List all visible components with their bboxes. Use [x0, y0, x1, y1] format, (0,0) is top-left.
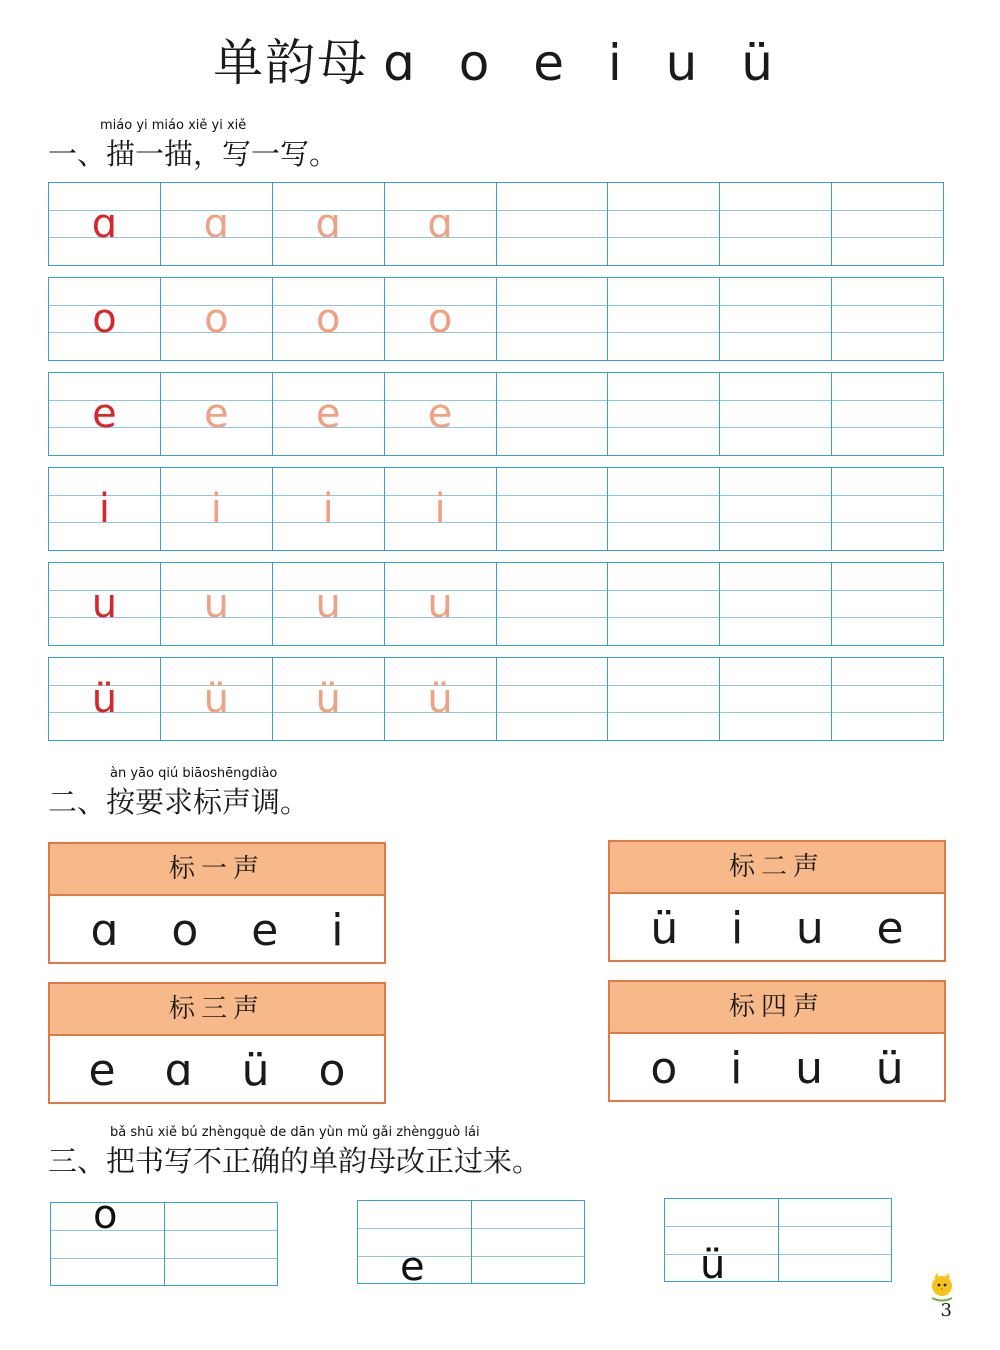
- section-3-heading: 三、把书写不正确的单韵母改正过来。: [48, 1144, 542, 1178]
- section-2-heading: 二、按要求标声调。: [48, 785, 310, 819]
- blank-cell[interactable]: [497, 183, 609, 265]
- tone-box-label: 标一声: [50, 844, 384, 896]
- blank-cell[interactable]: [832, 658, 943, 740]
- chick-icon: [928, 1272, 956, 1302]
- trace-letter[interactable]: i: [273, 468, 385, 550]
- blank-cell[interactable]: [497, 373, 609, 455]
- tone-box-second: [608, 840, 946, 962]
- trace-letter[interactable]: ü: [161, 658, 273, 740]
- trace-letter[interactable]: e: [273, 373, 385, 455]
- wrong-letter: ü: [700, 1242, 726, 1288]
- blank-cell[interactable]: [608, 563, 720, 645]
- blank-cell[interactable]: [720, 373, 832, 455]
- trace-letter[interactable]: ɑ: [385, 183, 497, 265]
- wrong-letter: o: [93, 1192, 118, 1238]
- blank-cell[interactable]: [608, 183, 720, 265]
- blank-cell[interactable]: [720, 183, 832, 265]
- blank-cell[interactable]: [608, 373, 720, 455]
- correction-grid: [664, 1198, 892, 1282]
- trace-letter[interactable]: o: [161, 278, 273, 360]
- page-number: 3: [940, 1300, 952, 1321]
- title-hanzi: 单韵母: [213, 34, 370, 92]
- tone-box-fourth: [608, 980, 946, 1102]
- blank-cell[interactable]: [832, 278, 943, 360]
- section-1-heading: 一、描一描，写一写。: [48, 137, 339, 171]
- trace-letter[interactable]: o: [385, 278, 497, 360]
- answer-cell[interactable]: [779, 1199, 892, 1281]
- tracing-row: [48, 372, 944, 456]
- model-letter: u: [49, 563, 161, 645]
- blank-cell[interactable]: [832, 183, 943, 265]
- blank-cell[interactable]: [497, 468, 609, 550]
- section-1-pinyin: miáo yi miáo xiě yi xiě: [100, 118, 247, 133]
- trace-letter[interactable]: ü: [385, 658, 497, 740]
- tracing-row: [48, 467, 944, 551]
- tone-letter[interactable]: e: [876, 902, 904, 954]
- tone-letter[interactable]: o: [650, 1042, 678, 1094]
- model-letter: ü: [49, 658, 161, 740]
- tone-letter[interactable]: ü: [875, 1042, 904, 1094]
- blank-cell[interactable]: [720, 658, 832, 740]
- tone-letter[interactable]: o: [318, 1044, 346, 1096]
- trace-letter[interactable]: e: [385, 373, 497, 455]
- trace-letter[interactable]: i: [161, 468, 273, 550]
- tone-letter[interactable]: u: [795, 902, 824, 954]
- blank-cell[interactable]: [720, 468, 832, 550]
- trace-letter[interactable]: u: [273, 563, 385, 645]
- trace-letter[interactable]: ɑ: [161, 183, 273, 265]
- model-letter: ɑ: [49, 183, 161, 265]
- correction-grid: [357, 1200, 585, 1284]
- model-letter: o: [49, 278, 161, 360]
- tone-box-label: 标四声: [610, 982, 944, 1034]
- blank-cell[interactable]: [832, 373, 943, 455]
- tone-letter[interactable]: u: [795, 1042, 823, 1094]
- trace-letter[interactable]: ɑ: [273, 183, 385, 265]
- tone-box-third: [48, 982, 386, 1104]
- blank-cell[interactable]: [720, 278, 832, 360]
- tone-letter[interactable]: i: [331, 904, 344, 956]
- tone-letter[interactable]: ɑ: [164, 1044, 193, 1096]
- tracing-row: [48, 277, 944, 361]
- trace-letter[interactable]: u: [161, 563, 273, 645]
- answer-cell[interactable]: [165, 1203, 278, 1285]
- blank-cell[interactable]: [720, 563, 832, 645]
- blank-cell[interactable]: [832, 468, 943, 550]
- tone-letter[interactable]: o: [171, 904, 199, 956]
- blank-cell[interactable]: [608, 658, 720, 740]
- tone-letter[interactable]: ɑ: [90, 904, 119, 956]
- tone-box-first: [48, 842, 386, 964]
- model-letter: i: [49, 468, 161, 550]
- blank-cell[interactable]: [497, 658, 609, 740]
- trace-letter[interactable]: ü: [273, 658, 385, 740]
- tone-letter[interactable]: ü: [650, 902, 679, 954]
- tone-letter[interactable]: i: [730, 902, 744, 954]
- title-pinyin: ɑ o e i u ü: [383, 34, 787, 92]
- trace-letter[interactable]: u: [385, 563, 497, 645]
- tone-letter[interactable]: e: [88, 1044, 116, 1096]
- answer-cell[interactable]: [472, 1201, 585, 1283]
- wrong-letter: e: [400, 1244, 425, 1290]
- blank-cell[interactable]: [832, 563, 943, 645]
- trace-letter[interactable]: o: [273, 278, 385, 360]
- section-2-pinyin: àn yāo qiú biāoshēngdiào: [110, 766, 278, 781]
- blank-cell[interactable]: [497, 563, 609, 645]
- trace-letter[interactable]: i: [385, 468, 497, 550]
- trace-letter[interactable]: e: [161, 373, 273, 455]
- correction-grid: [50, 1202, 278, 1286]
- section-3-pinyin: bǎ shū xiě bú zhèngquè de dān yùn mǔ gǎi zhèngguò lái: [110, 1125, 480, 1140]
- blank-cell[interactable]: [497, 278, 609, 360]
- tone-box-label: 标二声: [610, 842, 944, 894]
- tone-letter[interactable]: i: [730, 1042, 743, 1094]
- tracing-row: [48, 562, 944, 646]
- tone-letter[interactable]: e: [251, 904, 279, 956]
- tone-letter[interactable]: ü: [241, 1044, 270, 1096]
- model-letter: e: [49, 373, 161, 455]
- blank-cell[interactable]: [608, 278, 720, 360]
- tone-box-label: 标三声: [50, 984, 384, 1036]
- blank-cell[interactable]: [608, 468, 720, 550]
- tracing-row: [48, 657, 944, 741]
- page-title: [0, 28, 1000, 98]
- tracing-row: [48, 182, 944, 266]
